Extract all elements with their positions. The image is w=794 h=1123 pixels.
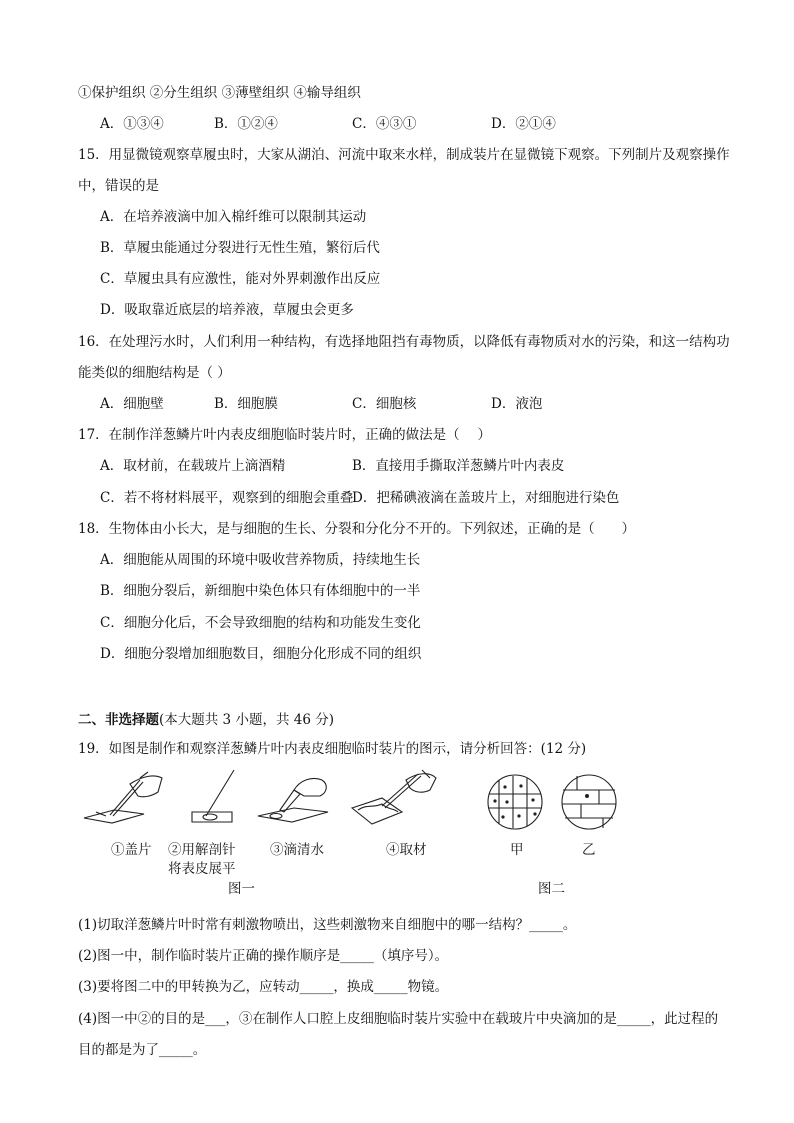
q16-stem-line1: 16．在处理污水时，人们利用一种结构，有选择地阻挡有毒物质，以降低有毒物质对水的污染，和这一结构功: [78, 334, 730, 350]
fig1-step4-label: ④取材: [386, 842, 427, 858]
q17-option-a[interactable]: A．取材前，在载玻片上滴酒精: [100, 458, 286, 474]
q19-sub4-line1: (4)图一中②的目的是___，③在制作人口腔上皮细胞临时装片实验中在载玻片中央滴加的是_____，此过程的: [78, 1011, 719, 1027]
figure1-drawings: [82, 768, 462, 830]
q16-option-c[interactable]: C．细胞核: [352, 396, 417, 412]
q17-option-d[interactable]: D．把稀碘液滴在盖玻片上，对细胞进行染色: [352, 490, 620, 506]
section2-note: (本大题共 3 小题，共 46 分): [159, 712, 334, 728]
q19-sub1: (1)切取洋葱鳞片叶时常有刺激物喷出，这些刺激物来自细胞中的哪一结构？_____。: [78, 917, 577, 933]
q17-stem: 17．在制作洋葱鳞片叶内表皮细胞临时装片时，正确的做法是（ ）: [78, 427, 491, 443]
q18-stem: 18．生物体由小长大，是与细胞的生长、分裂和分化分不开的。下列叙述，正确的是（ ）: [78, 521, 636, 537]
q15-option-d[interactable]: D．吸取靠近底层的培养液，草履虫会更多: [100, 302, 354, 318]
q19-sub2: (2)图一中，制作临时装片正确的操作顺序是_____（填序号）。: [78, 948, 449, 964]
q18-option-c[interactable]: C．细胞分化后，不会导致细胞的结构和功能发生变化: [100, 615, 421, 631]
cover-slip-illustration: [84, 772, 162, 823]
q14-option-b[interactable]: B．①②④: [214, 116, 278, 132]
q16-stem-line2: 能类似的细胞结构是（ ）: [78, 365, 231, 381]
q15-stem-line1: 15．用显微镜观察草履虫时，大家从湖泊、河流中取来水样，制成装片在显微镜下观察。下列制片及观察操作: [78, 147, 730, 163]
q16-option-b[interactable]: B．细胞膜: [214, 396, 278, 412]
fig1-caption: 图一: [228, 881, 255, 897]
q17-option-c[interactable]: C．若不将材料展平，观察到的细胞会重叠: [100, 490, 354, 506]
q14-option-d[interactable]: D．②①④: [491, 116, 556, 132]
q19-sub4-line2: 目的都是为了_____。: [78, 1042, 207, 1058]
fig1-step1-label: ①盖片: [111, 842, 152, 858]
q15-option-b[interactable]: B．草履虫能通过分裂进行无性生殖，繁衍后代: [100, 240, 380, 256]
dropper-illustration: [258, 778, 328, 822]
fig2-label-yi: 乙: [582, 842, 596, 858]
q14-option-c[interactable]: C．④③①: [352, 116, 417, 132]
section2-heading: [78, 711, 334, 729]
q15-stem-line2: 中，错误的是: [78, 178, 159, 194]
tissue-list: ①保护组织 ②分生组织 ③薄壁组织 ④输导组织: [78, 85, 361, 101]
fig1-step3-label: ③滴清水: [270, 842, 324, 858]
q15-option-c[interactable]: C．草履虫具有应激性，能对外界刺激作出反应: [100, 271, 381, 287]
high-power-cell-view: [562, 775, 616, 829]
section2-title: 二、非选择题: [78, 712, 159, 728]
fig2-label-jia: 甲: [510, 842, 524, 858]
q16-option-d[interactable]: D．液泡: [491, 396, 543, 412]
fig1-step2-label-cont: 将表皮展平: [168, 861, 236, 877]
q19-sub3: (3)要将图二中的甲转换为乙，应转动_____，换成_____物镜。: [78, 979, 449, 995]
q19-stem: 19．如图是制作和观察洋葱鳞片叶内表皮细胞临时装片的图示，请分析回答：(12 分): [78, 741, 587, 757]
fig1-step2-label: ②用解剖针: [168, 842, 236, 858]
forceps-illustration: [352, 770, 436, 824]
q16-option-a[interactable]: A．细胞壁: [100, 396, 164, 412]
q18-option-b[interactable]: B．细胞分裂后，新细胞中染色体只有体细胞中的一半: [100, 583, 421, 599]
q18-option-d[interactable]: D．细胞分裂增加细胞数目，细胞分化形成不同的组织: [100, 646, 422, 662]
q14-option-a[interactable]: A．①③④: [100, 116, 164, 132]
q17-option-b[interactable]: B．直接用手撕取洋葱鳞片叶内表皮: [352, 458, 565, 474]
figure2-drawings: [483, 772, 623, 832]
needle-spread-illustration: [192, 770, 234, 822]
low-power-cell-view: [488, 775, 542, 829]
q18-option-a[interactable]: A．细胞能从周围的环境中吸收营养物质，持续地生长: [100, 552, 421, 568]
fig2-caption: 图二: [538, 881, 565, 897]
q15-option-a[interactable]: A．在培养液滴中加入棉纤维可以限制其运动: [100, 209, 367, 225]
